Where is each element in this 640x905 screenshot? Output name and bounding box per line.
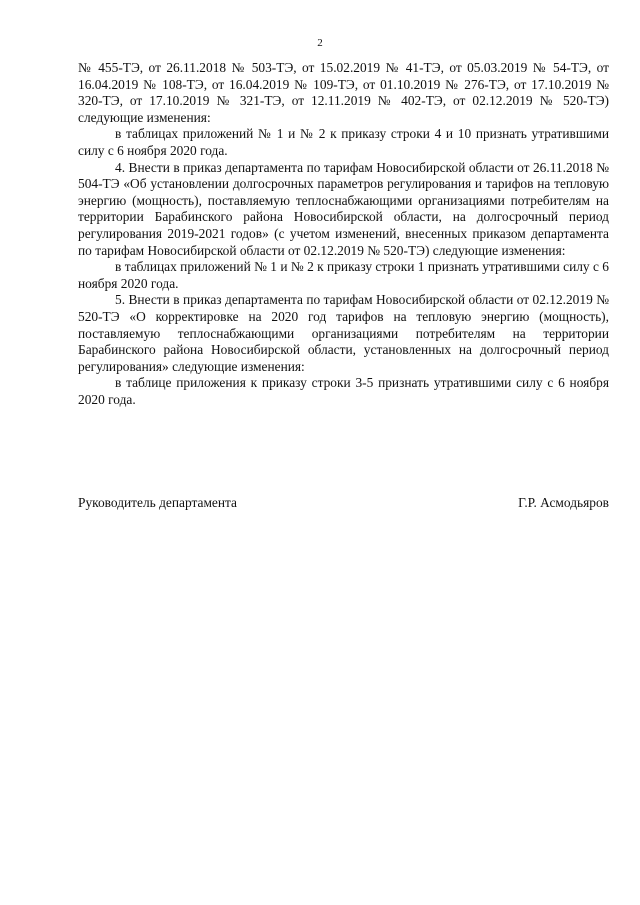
paragraph-item-5: 5. Внести в приказ департамента по тарифам Новосибирской области от 02.12.2019 № 520-ТЭ «О корректировке на 2020 год тарифов на тепловую энергию (мощность), поставляемую теплоснабжающими организациями потребителям на территории Барабинского района Новосибирской области, установленных на долгосрочный период регулирования» следующие изменения:	[78, 292, 609, 374]
document-body	[78, 60, 609, 408]
paragraph-amendment-3: в таблицах приложений № 1 и № 2 к приказу строки 4 и 10 признать утратившими силу с 6 ноября 2020 года.	[78, 126, 609, 158]
paragraph-item-4: 4. Внести в приказ департамента по тарифам Новосибирской области от 26.11.2018 № 504-ТЭ «Об установлении долгосрочных параметров регулирования и тарифов на тепловую энергию (мощность), поставляемую теплоснабжающими организациями потребителям на территории Барабинского района Новосибирской области, на долгосрочный период регулирования 2019-2021 годов» (с учетом изменений, внесенных приказом департамента по тарифам Новосибирской области от 02.12.2019 № 520-ТЭ) следующие изменения:	[78, 159, 609, 258]
paragraph-amendment-5: в таблице приложения к приказу строки 3-5 признать утратившими силу с 6 ноября 2020 года.	[78, 375, 609, 407]
signatory-position: Руководитель департамента	[78, 495, 237, 510]
page-number: 2	[317, 37, 323, 49]
signature-block	[78, 495, 609, 512]
signatory-name: Г.Р. Асмодьяров	[518, 495, 609, 510]
paragraph-amendment-4: в таблицах приложений № 1 и № 2 к приказу строки 1 признать утратившими силу с 6 ноября 2020 года.	[78, 259, 609, 291]
paragraph-list-continuation: № 455-ТЭ, от 26.11.2018 № 503-ТЭ, от 15.02.2019 № 41-ТЭ, от 05.03.2019 № 54-ТЭ, от 16.04.2019 № 108-ТЭ, от 16.04.2019 № 109-ТЭ, от 01.10.2019 № 276-ТЭ, от 17.10.2019 № 320-ТЭ, от 17.10.2019 № 321-ТЭ, от 12.11.2019 № 402-ТЭ, от 02.12.2019 № 520-ТЭ) следующие изменения:	[78, 60, 609, 125]
